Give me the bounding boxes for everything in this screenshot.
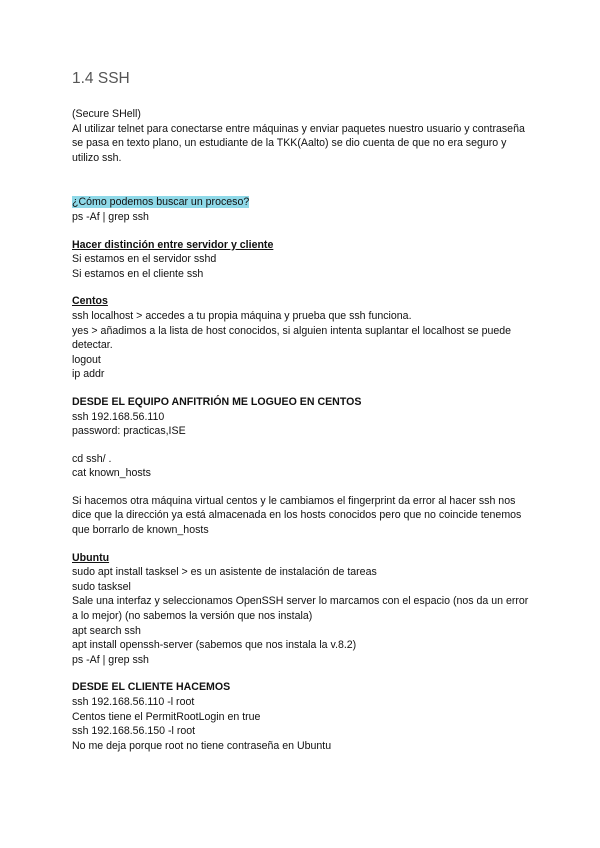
document-body: [72, 107, 532, 753]
ubuntu-line: ps -Af | grep ssh: [72, 653, 149, 666]
distinction-heading: Hacer distinción entre servidor y cliente: [72, 238, 274, 251]
host-heading: DESDE EL EQUIPO ANFITRIÓN ME LOGUEO EN CENTOS: [72, 395, 362, 408]
client-line: No me deja porque root no tiene contraseña en Ubuntu: [72, 739, 332, 752]
client-line: ssh 192.168.56.110 -l root: [72, 696, 195, 708]
host-line: cat known_hosts: [72, 467, 151, 480]
process-question: ¿Cómo podemos buscar un proceso?: [72, 196, 250, 209]
host-line: password: practicas,ISE: [72, 425, 186, 438]
host-paragraph: Si hacemos otra máquina virtual centos y le cambiamos el fingerprint da error al hacer ssh nos dice que la dirección ya está almacenada en los hosts conocidos pero que no coincide tenemos que borrarlo de known_hosts: [72, 494, 522, 537]
distinction-line: Si estamos en el servidor sshd: [72, 253, 217, 266]
host-line: ssh 192.168.56.110: [72, 410, 165, 423]
centos-heading: Centos: [72, 295, 108, 308]
ubuntu-line: Sale una interfaz y seleccionamos OpenSSH server lo marcamos con el espacio (nos da un error a lo mejor) (no sabemos la versión que nos instala): [72, 595, 529, 623]
page-title: 1.4 SSH: [72, 70, 130, 87]
intro-subtitle: (Secure SHell): [72, 108, 141, 120]
centos-line: logout: [72, 353, 101, 366]
ubuntu-line: sudo apt install tasksel > es un asistente de instalación de tareas: [72, 566, 377, 579]
centos-line: ip addr: [72, 368, 105, 381]
client-line: ssh 192.168.56.150 -l root: [72, 725, 196, 738]
centos-line: yes > añadimos a la lista de host conocidos, si alguien intenta suplantar el localhost se puede detectar.: [72, 324, 512, 352]
intro-paragraph: Al utilizar telnet para conectarse entre máquinas y enviar paquetes nuestro usuario y contraseña se pasa en texto plano, un estudiante de la TKK(Aalto) se dio cuenta de que no era seguro y utilizo ssh.: [72, 122, 525, 164]
ubuntu-line: apt install openssh-server (sabemos que nos instala la v.8.2): [72, 639, 357, 652]
ubuntu-line: apt search ssh: [72, 624, 141, 637]
centos-line: ssh localhost > accedes a tu propia máquina y prueba que ssh funciona.: [72, 309, 412, 322]
client-heading: DESDE EL CLIENTE HACEMOS: [72, 681, 231, 694]
client-line: Centos tiene el PermitRootLogin en true: [72, 710, 261, 723]
ubuntu-line: sudo tasksel: [72, 580, 131, 593]
process-command: ps -Af | grep ssh: [72, 210, 149, 223]
host-line: cd ssh/ .: [72, 452, 112, 465]
ubuntu-heading: Ubuntu: [72, 551, 110, 564]
distinction-line: Si estamos en el cliente ssh: [72, 267, 204, 280]
